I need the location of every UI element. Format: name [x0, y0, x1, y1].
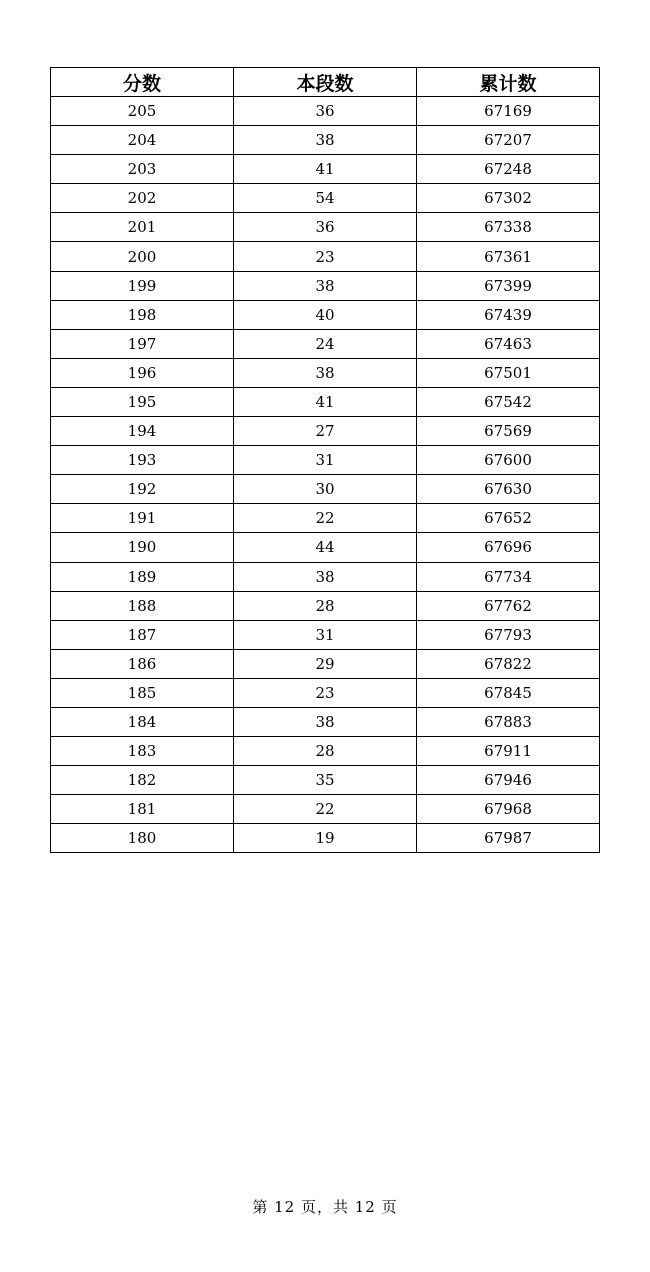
- table-row: [51, 795, 600, 824]
- cell-cumulative-count: 67569: [417, 417, 600, 446]
- table-row: [51, 591, 600, 620]
- cell-score: 190: [51, 533, 234, 562]
- cell-segment-count: 41: [234, 155, 417, 184]
- cell-score: 205: [51, 97, 234, 126]
- cell-segment-count: 31: [234, 446, 417, 475]
- table-row: [51, 562, 600, 591]
- table-row: [51, 329, 600, 358]
- header-cumulative-count: 累计数: [417, 68, 600, 97]
- header-row: [51, 68, 600, 97]
- table-header: [51, 68, 600, 97]
- cell-segment-count: 23: [234, 678, 417, 707]
- cell-cumulative-count: 67652: [417, 504, 600, 533]
- cell-score: 188: [51, 591, 234, 620]
- table-row: [51, 417, 600, 446]
- header-segment-count: 本段数: [234, 68, 417, 97]
- cell-segment-count: 38: [234, 358, 417, 387]
- table-row: [51, 475, 600, 504]
- cell-segment-count: 29: [234, 649, 417, 678]
- cell-segment-count: 38: [234, 707, 417, 736]
- header-score: 分数: [51, 68, 234, 97]
- cell-score: 200: [51, 242, 234, 271]
- cell-cumulative-count: 67542: [417, 387, 600, 416]
- cell-cumulative-count: 67600: [417, 446, 600, 475]
- cell-cumulative-count: 67399: [417, 271, 600, 300]
- cell-segment-count: 38: [234, 562, 417, 591]
- cell-score: 204: [51, 126, 234, 155]
- cell-score: 201: [51, 213, 234, 242]
- table-row: [51, 97, 600, 126]
- cell-score: 182: [51, 766, 234, 795]
- cell-score: 194: [51, 417, 234, 446]
- cell-segment-count: 23: [234, 242, 417, 271]
- cell-segment-count: 27: [234, 417, 417, 446]
- cell-score: 196: [51, 358, 234, 387]
- cell-segment-count: 22: [234, 504, 417, 533]
- cell-score: 189: [51, 562, 234, 591]
- cell-segment-count: 36: [234, 97, 417, 126]
- cell-cumulative-count: 67207: [417, 126, 600, 155]
- table-row: [51, 155, 600, 184]
- cell-segment-count: 24: [234, 329, 417, 358]
- cell-cumulative-count: 67911: [417, 737, 600, 766]
- cell-cumulative-count: 67968: [417, 795, 600, 824]
- cell-score: 199: [51, 271, 234, 300]
- table-row: [51, 213, 600, 242]
- cell-score: 187: [51, 620, 234, 649]
- cell-segment-count: 40: [234, 300, 417, 329]
- cell-cumulative-count: 67630: [417, 475, 600, 504]
- cell-cumulative-count: 67302: [417, 184, 600, 213]
- cell-score: 192: [51, 475, 234, 504]
- cell-cumulative-count: 67361: [417, 242, 600, 271]
- table-row: [51, 184, 600, 213]
- cell-segment-count: 38: [234, 271, 417, 300]
- cell-score: 180: [51, 824, 234, 853]
- cell-cumulative-count: 67501: [417, 358, 600, 387]
- cell-cumulative-count: 67793: [417, 620, 600, 649]
- cell-score: 198: [51, 300, 234, 329]
- cell-score: 186: [51, 649, 234, 678]
- cell-cumulative-count: 67248: [417, 155, 600, 184]
- cell-segment-count: 28: [234, 737, 417, 766]
- cell-score: 202: [51, 184, 234, 213]
- table-row: [51, 620, 600, 649]
- cell-score: 197: [51, 329, 234, 358]
- table-row: [51, 766, 600, 795]
- cell-score: 203: [51, 155, 234, 184]
- table-row: [51, 533, 600, 562]
- table-row: [51, 446, 600, 475]
- cell-cumulative-count: 67883: [417, 707, 600, 736]
- table-row: [51, 649, 600, 678]
- cell-cumulative-count: 67338: [417, 213, 600, 242]
- table-row: [51, 678, 600, 707]
- cell-score: 195: [51, 387, 234, 416]
- cell-cumulative-count: 67762: [417, 591, 600, 620]
- cell-score: 185: [51, 678, 234, 707]
- cell-cumulative-count: 67734: [417, 562, 600, 591]
- cell-cumulative-count: 67987: [417, 824, 600, 853]
- table-row: [51, 358, 600, 387]
- cell-score: 191: [51, 504, 234, 533]
- cell-cumulative-count: 67696: [417, 533, 600, 562]
- cell-segment-count: 28: [234, 591, 417, 620]
- cell-cumulative-count: 67822: [417, 649, 600, 678]
- table-row: [51, 387, 600, 416]
- table-body: [51, 97, 600, 853]
- table-row: [51, 126, 600, 155]
- cell-segment-count: 44: [234, 533, 417, 562]
- table-row: [51, 737, 600, 766]
- cell-segment-count: 41: [234, 387, 417, 416]
- cell-cumulative-count: 67845: [417, 678, 600, 707]
- cell-segment-count: 36: [234, 213, 417, 242]
- table-row: [51, 707, 600, 736]
- cell-segment-count: 31: [234, 620, 417, 649]
- cell-segment-count: 54: [234, 184, 417, 213]
- table-row: [51, 504, 600, 533]
- cell-score: 183: [51, 737, 234, 766]
- cell-score: 193: [51, 446, 234, 475]
- cell-segment-count: 35: [234, 766, 417, 795]
- score-distribution-table: [50, 67, 600, 853]
- table-row: [51, 824, 600, 853]
- table-row: [51, 242, 600, 271]
- cell-segment-count: 19: [234, 824, 417, 853]
- page-number: 第 12 页，共 12 页: [252, 1198, 398, 1216]
- table-row: [51, 300, 600, 329]
- cell-segment-count: 30: [234, 475, 417, 504]
- cell-cumulative-count: 67439: [417, 300, 600, 329]
- cell-cumulative-count: 67169: [417, 97, 600, 126]
- cell-cumulative-count: 67463: [417, 329, 600, 358]
- cell-segment-count: 38: [234, 126, 417, 155]
- cell-segment-count: 22: [234, 795, 417, 824]
- table-row: [51, 271, 600, 300]
- cell-cumulative-count: 67946: [417, 766, 600, 795]
- cell-score: 181: [51, 795, 234, 824]
- cell-score: 184: [51, 707, 234, 736]
